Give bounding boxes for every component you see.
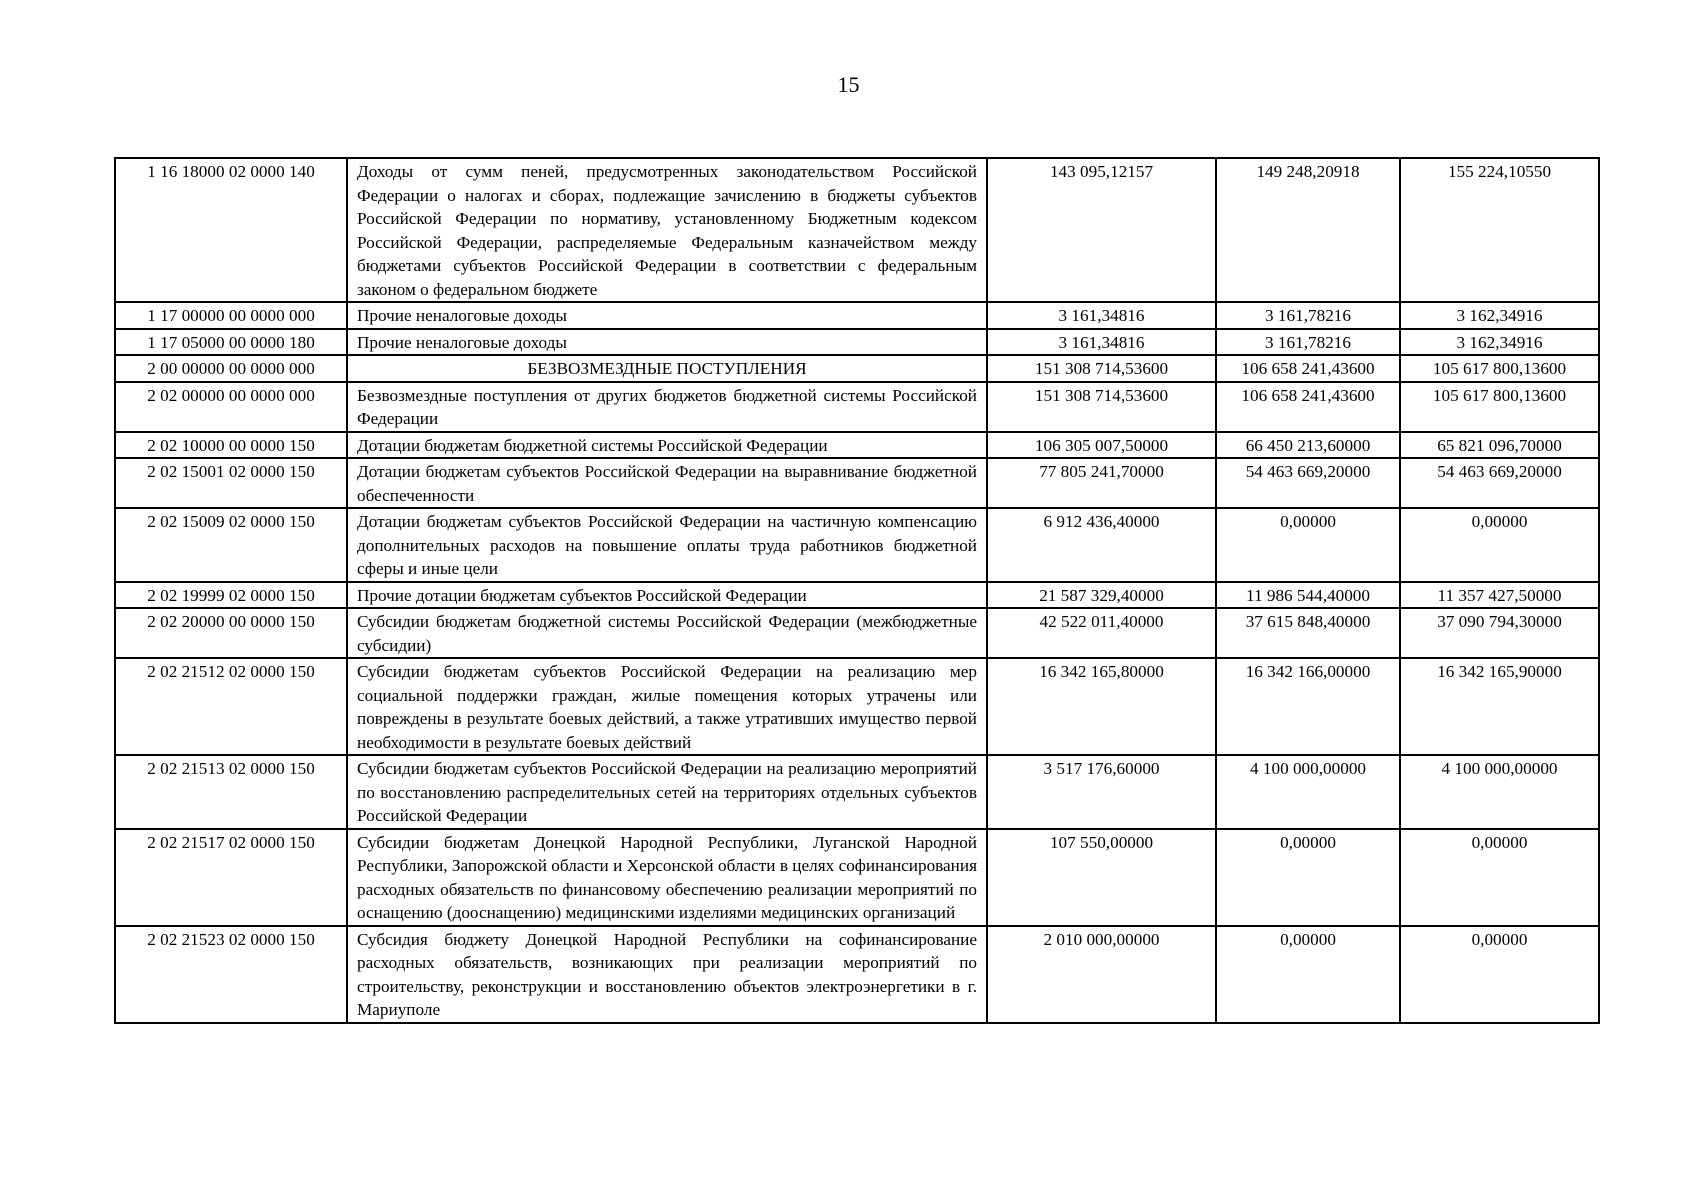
amount-year-1: 3 161,34816 (987, 302, 1216, 329)
amount-year-1: 2 010 000,00000 (987, 926, 1216, 1023)
income-name: Субсидии бюджетам субъектов Российской Федерации на реализацию мер социальной поддержки граждан, жилые помещения которых утрачены или повреждены в результате боевых действий, а также утративших имущество первой необходимости в результате боевых действий (347, 658, 987, 755)
amount-year-2: 66 450 213,60000 (1216, 432, 1400, 459)
amount-year-2: 54 463 669,20000 (1216, 458, 1400, 508)
income-name: Дотации бюджетам субъектов Российской Федерации на выравнивание бюджетной обеспеченности (347, 458, 987, 508)
amount-year-1: 77 805 241,70000 (987, 458, 1216, 508)
income-name: Субсидии бюджетам субъектов Российской Федерации на реализацию мероприятий по восстановлению распределительных сетей на территориях отдельных субъектов Российской Федерации (347, 755, 987, 829)
table-row (115, 355, 1599, 382)
amount-year-3: 4 100 000,00000 (1400, 755, 1599, 829)
table-row (115, 829, 1599, 926)
table-row (115, 158, 1599, 302)
income-name: Прочие неналоговые доходы (347, 329, 987, 356)
amount-year-1: 151 308 714,53600 (987, 382, 1216, 432)
amount-year-3: 54 463 669,20000 (1400, 458, 1599, 508)
budget-code: 1 16 18000 02 0000 140 (115, 158, 347, 302)
amount-year-3: 105 617 800,13600 (1400, 382, 1599, 432)
income-name: Дотации бюджетам бюджетной системы Российской Федерации (347, 432, 987, 459)
amount-year-3: 105 617 800,13600 (1400, 355, 1599, 382)
revenue-table (114, 157, 1600, 1024)
amount-year-1: 16 342 165,80000 (987, 658, 1216, 755)
budget-code: 2 02 20000 00 0000 150 (115, 608, 347, 658)
income-name: Субсидия бюджету Донецкой Народной Республики на софинансирование расходных обязательств, возникающих при реализации мероприятий по строительству, реконструкции и восстановлению объектов электроэнергетики в г. Мариуполе (347, 926, 987, 1023)
amount-year-2: 16 342 166,00000 (1216, 658, 1400, 755)
income-name: Безвозмездные поступления от других бюджетов бюджетной системы Российской Федерации (347, 382, 987, 432)
table-row (115, 658, 1599, 755)
amount-year-1: 106 305 007,50000 (987, 432, 1216, 459)
amount-year-1: 151 308 714,53600 (987, 355, 1216, 382)
amount-year-3: 3 162,34916 (1400, 329, 1599, 356)
amount-year-2: 0,00000 (1216, 926, 1400, 1023)
amount-year-1: 42 522 011,40000 (987, 608, 1216, 658)
amount-year-1: 143 095,12157 (987, 158, 1216, 302)
amount-year-3: 37 090 794,30000 (1400, 608, 1599, 658)
income-name: Прочие дотации бюджетам субъектов Российской Федерации (347, 582, 987, 609)
budget-code: 2 02 15001 02 0000 150 (115, 458, 347, 508)
budget-code: 2 02 21517 02 0000 150 (115, 829, 347, 926)
amount-year-2: 149 248,20918 (1216, 158, 1400, 302)
amount-year-3: 16 342 165,90000 (1400, 658, 1599, 755)
amount-year-3: 0,00000 (1400, 508, 1599, 582)
amount-year-1: 3 517 176,60000 (987, 755, 1216, 829)
income-name: Дотации бюджетам субъектов Российской Федерации на частичную компенсацию дополнительных расходов на повышение оплаты труда работников бюджетной сферы и иные цели (347, 508, 987, 582)
budget-code: 2 02 21523 02 0000 150 (115, 926, 347, 1023)
income-name: Доходы от сумм пеней, предусмотренных законодательством Российской Федерации о налогах и сборах, подлежащие зачислению в бюджеты субъектов Российской Федерации по нормативу, установленному Бюджетным кодексом Российской Федерации, распределяемые Федеральным казначейством между бюджетами субъектов Российской Федерации в соответствии с федеральным законом о федеральном бюджете (347, 158, 987, 302)
budget-code: 2 02 21513 02 0000 150 (115, 755, 347, 829)
amount-year-1: 107 550,00000 (987, 829, 1216, 926)
amount-year-2: 106 658 241,43600 (1216, 355, 1400, 382)
budget-code: 2 02 00000 00 0000 000 (115, 382, 347, 432)
table-row (115, 608, 1599, 658)
amount-year-2: 3 161,78216 (1216, 329, 1400, 356)
income-name: Субсидии бюджетам бюджетной системы Российской Федерации (межбюджетные субсидии) (347, 608, 987, 658)
budget-code: 2 02 21512 02 0000 150 (115, 658, 347, 755)
amount-year-2: 11 986 544,40000 (1216, 582, 1400, 609)
budget-code: 2 02 19999 02 0000 150 (115, 582, 347, 609)
amount-year-1: 3 161,34816 (987, 329, 1216, 356)
amount-year-2: 3 161,78216 (1216, 302, 1400, 329)
budget-code: 1 17 05000 00 0000 180 (115, 329, 347, 356)
table-row (115, 432, 1599, 459)
amount-year-2: 4 100 000,00000 (1216, 755, 1400, 829)
table-row (115, 458, 1599, 508)
amount-year-3: 0,00000 (1400, 926, 1599, 1023)
amount-year-3: 3 162,34916 (1400, 302, 1599, 329)
income-name: Прочие неналоговые доходы (347, 302, 987, 329)
page-number: 15 (837, 72, 860, 97)
table-row (115, 329, 1599, 356)
budget-code: 2 00 00000 00 0000 000 (115, 355, 347, 382)
budget-code: 2 02 10000 00 0000 150 (115, 432, 347, 459)
table-row (115, 508, 1599, 582)
table-row (115, 582, 1599, 609)
budget-code: 1 17 00000 00 0000 000 (115, 302, 347, 329)
income-name: Субсидии бюджетам Донецкой Народной Республики, Луганской Народной Республики, Запорожской области и Херсонской области в целях софинансирования расходных обязательств по финансовому обеспечению реализации мероприятий по оснащению (дооснащению) медицинскими изделиями медицинских организаций (347, 829, 987, 926)
amount-year-3: 11 357 427,50000 (1400, 582, 1599, 609)
amount-year-3: 0,00000 (1400, 829, 1599, 926)
table-row (115, 926, 1599, 1023)
amount-year-2: 0,00000 (1216, 829, 1400, 926)
amount-year-1: 6 912 436,40000 (987, 508, 1216, 582)
amount-year-3: 65 821 096,70000 (1400, 432, 1599, 459)
table-row (115, 302, 1599, 329)
table-row (115, 755, 1599, 829)
budget-code: 2 02 15009 02 0000 150 (115, 508, 347, 582)
amount-year-1: 21 587 329,40000 (987, 582, 1216, 609)
amount-year-2: 106 658 241,43600 (1216, 382, 1400, 432)
amount-year-2: 37 615 848,40000 (1216, 608, 1400, 658)
amount-year-2: 0,00000 (1216, 508, 1400, 582)
income-name: БЕЗВОЗМЕЗДНЫЕ ПОСТУПЛЕНИЯ (347, 355, 987, 382)
amount-year-3: 155 224,10550 (1400, 158, 1599, 302)
table-row (115, 382, 1599, 432)
